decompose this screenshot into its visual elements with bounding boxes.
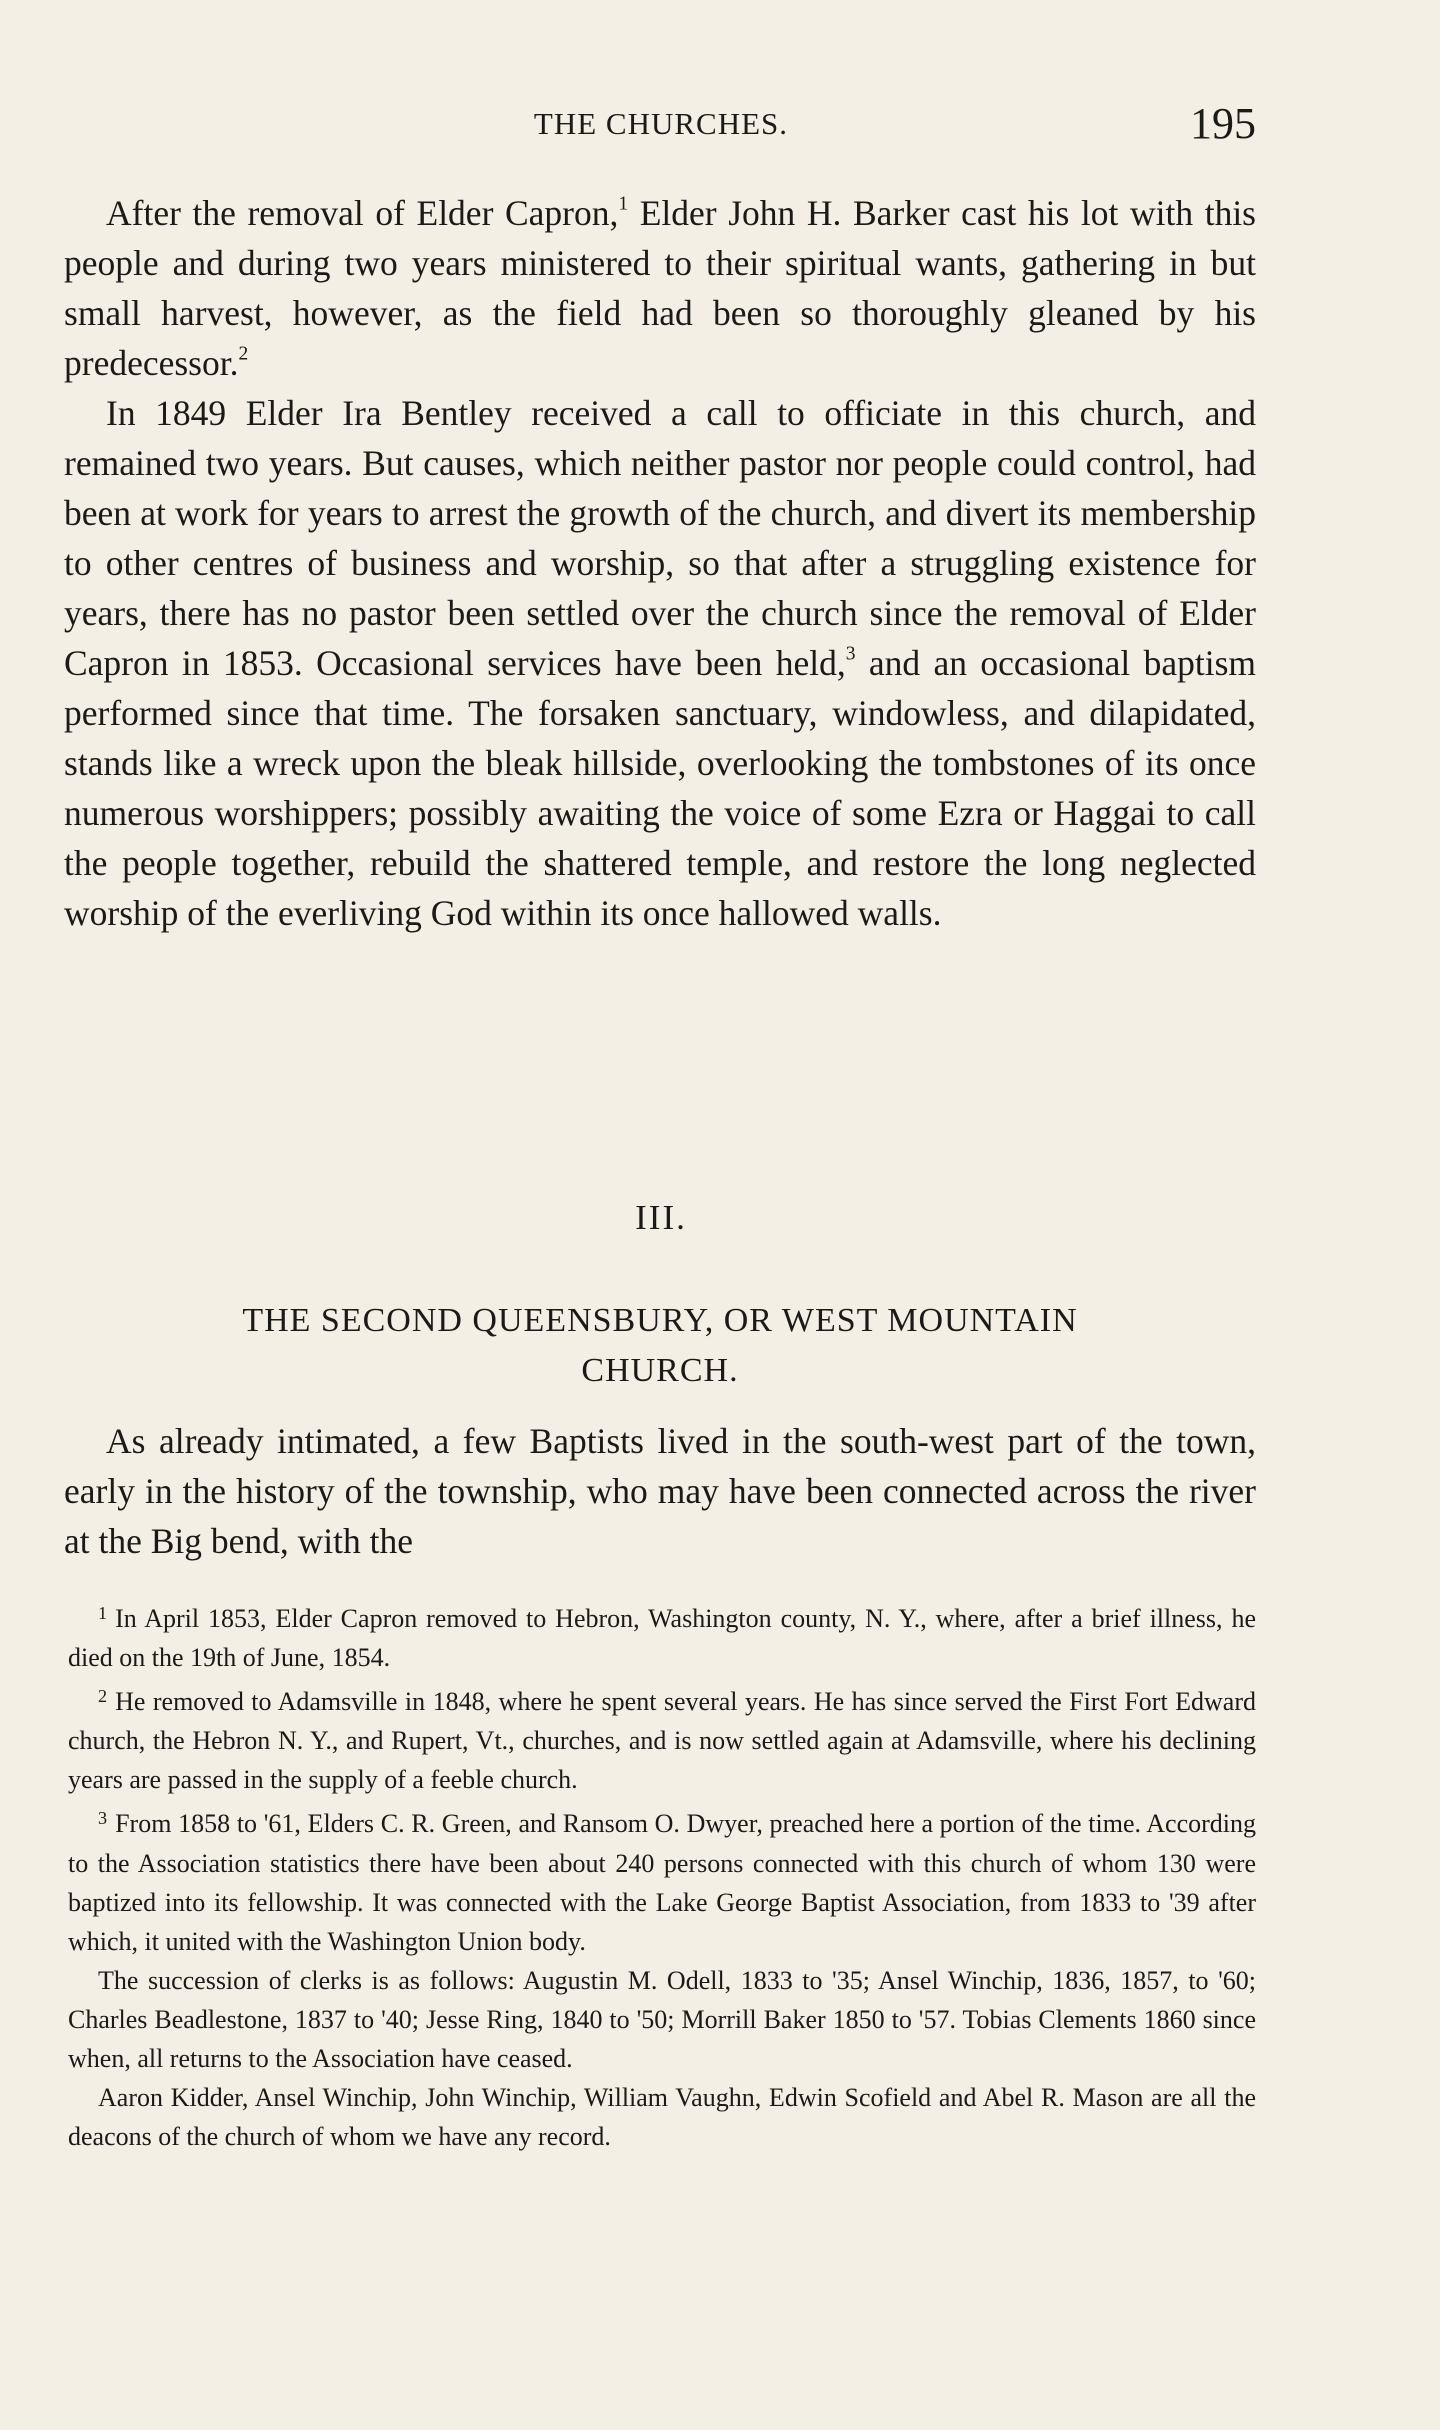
footnote-text: In April 1853, Elder Capron removed to Hebron, Washington county, N. Y., where, after a brief illness, he died on the 19th of June, 1854. xyxy=(68,1604,1256,1673)
footnote xyxy=(68,1799,1256,1960)
footnote xyxy=(68,1677,1256,1799)
paragraph-barker xyxy=(64,188,1256,388)
footnote-marker: 3 xyxy=(98,1808,108,1829)
paragraph-text: Elder John H. Barker cast his lot with this people and during two years ministered to their spiritual wants, gathering in but small harvest, however, as the field had been so thoroughly gleaned by his predecessor. xyxy=(64,193,1256,383)
footnote-text: He removed to Adamsville in 1848, where he spent several years. He has since served the First Fort Edward church, the Hebron N. Y., and Rupert, Vt., churches, and is now settled again at Adamsville, where his declining years are passed in the supply of a feeble church. xyxy=(68,1687,1256,1795)
paragraph-text: After the removal of Elder Capron, xyxy=(106,193,619,233)
paragraph-bentley xyxy=(64,388,1256,938)
section-title xyxy=(120,1296,1200,1396)
footnote-continuation: The succession of clerks is as follows: Augustin M. Odell, 1833 to '35; Ansel Winchip, 1836, 1857, to '60; Charles Beadlestone, 1837 to '40; Jesse Ring, 1840 to '50; Morrill Baker 1850 to '57. Tobias Clements 1860 since when, all returns to the Association have ceased. xyxy=(68,1965,1256,2073)
body-text-lower xyxy=(64,1416,1256,1566)
footnote-ref[interactable]: 3 xyxy=(845,643,856,665)
footnote-ref[interactable]: 2 xyxy=(238,343,249,365)
footnote xyxy=(68,1594,1256,1677)
footnote-continuation: Aaron Kidder, Ansel Winchip, John Winchip, William Vaughn, Edwin Scofield and Abel R. Mason are all the deacons of the church of whom we have any record. xyxy=(68,2082,1256,2151)
paragraph-text: and an occasional baptism performed since that time. The forsaken sanctuary, windowless, and dilapidated, stands like a wreck upon the bleak hillside, overlooking the tombstones of its once numerous worshippers; possibly awaiting the voice of some Ezra or Haggai to call the people together, rebuild the shattered temple, and restore the long neglected worship of the everliving God within its once hallowed walls. xyxy=(64,643,1256,933)
section-title-line: CHURCH. xyxy=(581,1352,739,1389)
body-text-upper xyxy=(64,188,1256,938)
footnote-marker: 1 xyxy=(98,1603,108,1623)
footnote-text: From 1858 to '61, Elders C. R. Green, and Ransom O. Dwyer, preached here a portion of the time. According to the Association statistics there have been about 240 persons connected with this church of whom 130 were baptized into its fellowship. It was connected with the Lake George Baptist Association, from 1833 to '39 after which, it united with the Washington Union body. xyxy=(68,1809,1256,1956)
running-title: THE CHURCHES. xyxy=(533,106,789,141)
footnotes xyxy=(68,1594,1256,2156)
footnote-ref[interactable]: 1 xyxy=(618,193,629,215)
running-head xyxy=(66,98,1256,154)
section-number: III. xyxy=(635,1198,687,1237)
page-number: 195 xyxy=(1190,99,1256,148)
section-title-line: THE SECOND QUEENSBURY, OR WEST MOUNTAIN xyxy=(242,1302,1078,1339)
paragraph-west-mountain: As already intimated, a few Baptists lived in the south-west part of the town, early in the history of the township, who may have been connected across the river at the Big bend, with the xyxy=(64,1421,1256,1561)
footnote-marker: 2 xyxy=(98,1686,108,1707)
paragraph-text: In 1849 Elder Ira Bentley received a call to officiate in this church, and remained two years. But causes, which neither pastor nor people could control, had been at work for years to arrest the growth of the church, and divert its membership to other centres of business and worship, so that after a struggling existence for years, there has no pastor been settled over the church since the removal of Elder Capron in 1853. Occasional services have been held, xyxy=(64,393,1256,683)
